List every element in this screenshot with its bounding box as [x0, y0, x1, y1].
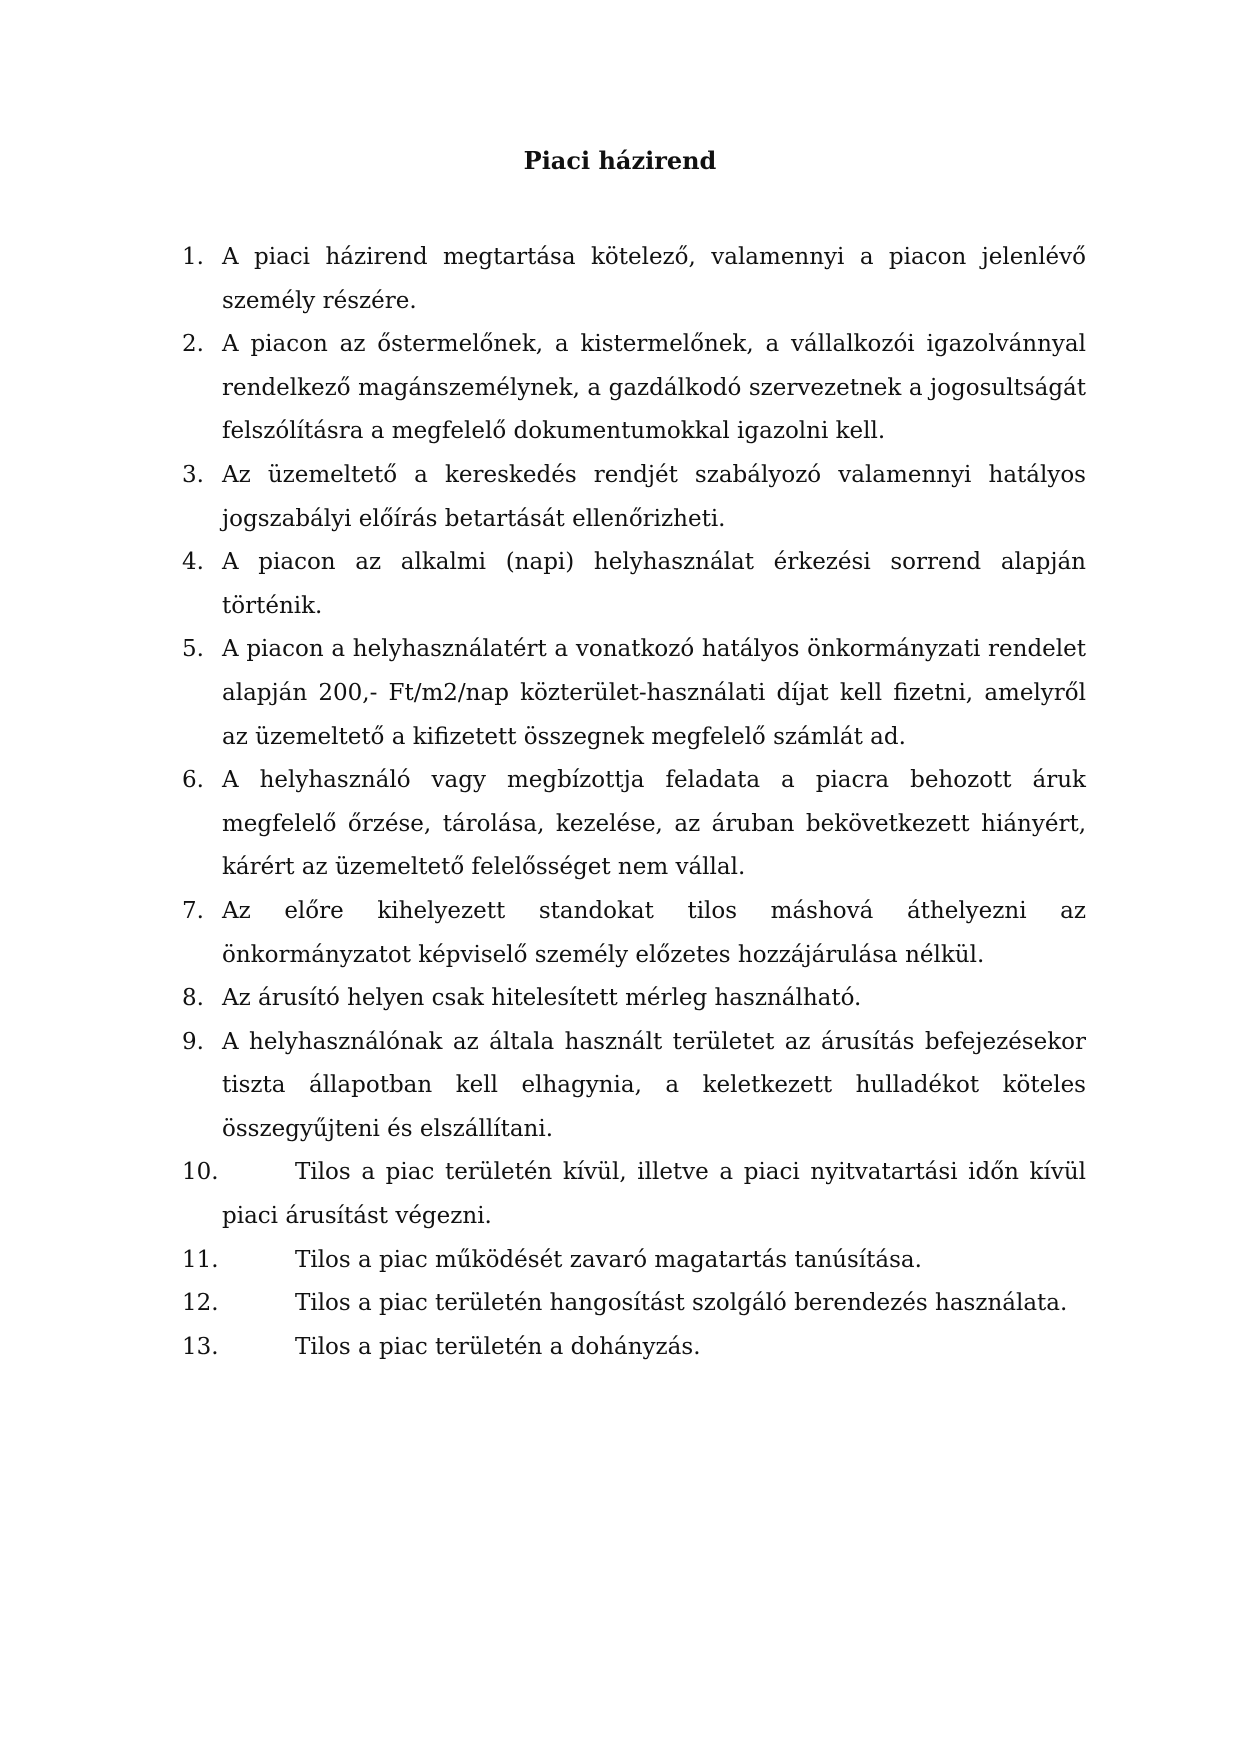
list-item — [182, 1021, 1086, 1152]
list-item-number: 9. — [182, 1028, 204, 1055]
list-item-text: Tilos a piac területén kívül, illetve a piaci nyitvatartási időn kívül piaci árusítást végezni. — [222, 1159, 1086, 1230]
list-item-number: 7. — [182, 897, 204, 924]
list-item-text: A piacon a helyhasználatért a vonatkozó hatályos önkormányzati rendelet alapján 200,- Ft/m2/nap közterület-használati díjat kell fizetni, amelyről az üzemeltető a kifizetett összegnek megfelelő számlát ad. — [222, 636, 1086, 750]
list-item — [182, 977, 1086, 1021]
list-item-number: 10. — [182, 1159, 219, 1186]
list-item-text: Tilos a piac területén hangosítást szolgáló berendezés használata. — [295, 1290, 1068, 1317]
list-item — [182, 541, 1086, 628]
list-item-text: A helyhasználó vagy megbízottja feladata a piacra behozott áruk megfelelő őrzése, tárolása, kezelése, az áruban bekövetkezett hiányért, kárért az üzemeltető felelősséget nem vállal. — [222, 767, 1086, 881]
list-item — [182, 1282, 1086, 1326]
list-item-text: Tilos a piac területén a dohányzás. — [295, 1333, 701, 1360]
page-title: Piaci házirend — [523, 146, 717, 175]
list-item — [182, 236, 1086, 323]
list-item-number: 11. — [182, 1246, 219, 1273]
list-item-number: 2. — [182, 331, 204, 358]
list-item-number: 8. — [182, 985, 204, 1012]
list-item — [182, 1326, 1086, 1370]
list-item-number: 3. — [182, 461, 204, 488]
list-item-text: Az üzemeltető a kereskedés rendjét szabályozó valamennyi hatályos jogszabályi előírás betartását ellenőrizheti. — [222, 461, 1086, 532]
list-item-text: Tilos a piac működését zavaró magatartás tanúsítása. — [295, 1246, 922, 1273]
list-item-text: A piacon az alkalmi (napi) helyhasználat érkezési sorrend alapján történik. — [222, 549, 1086, 619]
list-item — [182, 323, 1086, 454]
list-item-text: A piacon az őstermelőnek, a kistermelőnek, a vállalkozói igazolvánnyal rendelkező magánszemélynek, a gazdálkodó szervezetnek a jogosultságát felszólításra a megfelelő dokumentumokkal igazolni kell. — [222, 331, 1086, 445]
list-item-number: 12. — [182, 1290, 219, 1317]
list-item — [182, 890, 1086, 977]
rules-list — [182, 236, 1086, 1369]
list-item-number: 6. — [182, 767, 204, 794]
list-item-number: 5. — [182, 636, 204, 663]
list-item — [182, 1151, 1086, 1238]
list-item-number: 13. — [182, 1333, 219, 1360]
list-item-text: Az árusító helyen csak hitelesített mérleg használható. — [222, 985, 862, 1012]
list-item — [182, 759, 1086, 890]
list-item — [182, 628, 1086, 759]
list-item-text: A helyhasználónak az általa használt területet az árusítás befejezésekor tiszta állapotban kell elhagynia, a keletkezett hulladékot köteles összegyűjteni és elszállítani. — [222, 1028, 1086, 1142]
list-item-text: Az előre kihelyezett standokat tilos máshová áthelyezni az önkormányzatot képviselő személy előzetes hozzájárulása nélkül. — [222, 897, 1086, 968]
list-item-number: 1. — [182, 244, 204, 270]
list-item-number: 4. — [182, 549, 204, 576]
list-item-text: A piaci házirend megtartása kötelező, valamennyi a piacon jelenlévő személy részére. — [222, 244, 1086, 314]
list-item — [182, 454, 1086, 541]
list-item — [182, 1239, 1086, 1283]
